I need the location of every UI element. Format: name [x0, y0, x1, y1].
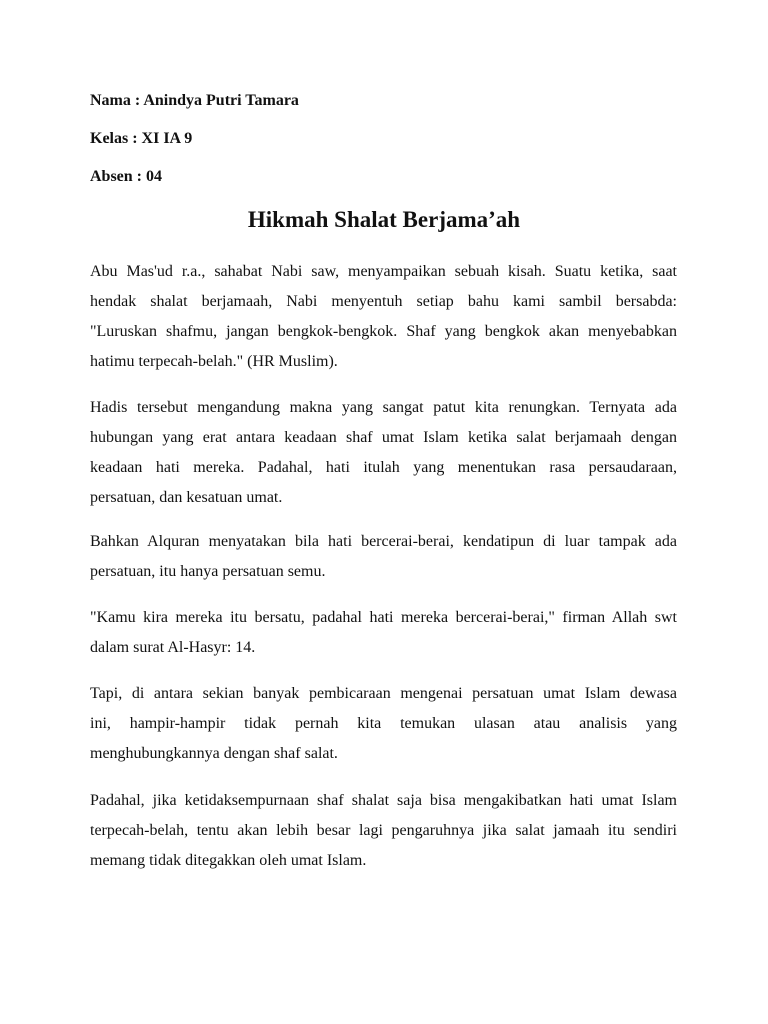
paragraph-line: menghubungkannya dengan shaf salat. [90, 745, 338, 762]
paragraph-line: persatuan, itu hanya persatuan semu. [90, 563, 326, 580]
student-absen: Absen : 04 [90, 168, 163, 185]
paragraph-line: Bahkan Alquran menyatakan bila hati bercerai-berai, kendatipun di luar tampak ada [90, 533, 677, 550]
paragraph-line: hubungan yang erat antara keadaan shaf umat Islam ketika salat berjamaah dengan [90, 429, 677, 446]
paragraph-line: memang tidak ditegakkan oleh umat Islam. [90, 852, 367, 869]
paragraph-line: dalam surat Al-Hasyr: 14. [90, 639, 256, 656]
paragraph-line: Padahal, jika ketidaksempurnaan shaf shalat saja bisa mengakibatkan hati umat Islam [90, 792, 677, 809]
paragraph [90, 786, 677, 876]
paragraph [90, 257, 677, 377]
paragraph-line: hendak shalat berjamaah, Nabi menyentuh setiap bahu kami sambil bersabda: [90, 293, 677, 310]
paragraph-line: persatuan, dan kesatuan umat. [90, 489, 283, 506]
paragraph-line: Hadis tersebut mengandung makna yang sangat patut kita renungkan. Ternyata ada [90, 399, 677, 416]
paragraph-line: "Kamu kira mereka itu bersatu, padahal hati mereka bercerai-berai," firman Allah swt [90, 609, 677, 626]
paragraph [90, 679, 677, 769]
paragraph-line: hatimu terpecah-belah." (HR Muslim). [90, 353, 338, 370]
paragraph-line: terpecah-belah, tentu akan lebih besar lagi pengaruhnya jika salat jamaah itu sendiri [90, 822, 677, 839]
student-class: Kelas : XI IA 9 [90, 130, 193, 147]
student-name: Nama : Anindya Putri Tamara [90, 92, 299, 109]
paragraph-line: "Luruskan shafmu, jangan bengkok-bengkok. Shaf yang bengkok akan menyebabkan [90, 323, 677, 340]
paragraph-line: Abu Mas'ud r.a., sahabat Nabi saw, menyampaikan sebuah kisah. Suatu ketika, saat [90, 263, 677, 280]
paragraph [90, 603, 677, 663]
paragraph-line: Tapi, di antara sekian banyak pembicaraan mengenai persatuan umat Islam dewasa [90, 685, 677, 702]
paragraph [90, 527, 677, 587]
document-title: Hikmah Shalat Berjama’ah [247, 207, 521, 232]
paragraph [90, 393, 677, 513]
paragraph-line: ini, hampir-hampir tidak pernah kita temukan ulasan atau analisis yang [90, 715, 677, 732]
paragraph-line: keadaan hati mereka. Padahal, hati itulah yang menentukan rasa persaudaraan, [90, 459, 677, 476]
